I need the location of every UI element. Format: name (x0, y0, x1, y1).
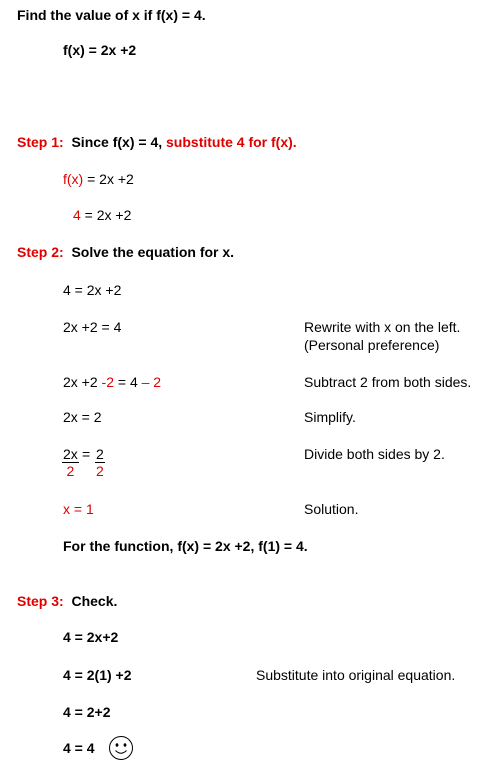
fraction-right-denominator: 2 (96, 463, 104, 479)
step2-eq3 (63, 374, 161, 390)
check-eq2: 4 = 2(1) +2 (63, 667, 132, 683)
check-eq1: 4 = 2x+2 (63, 629, 119, 645)
step3-heading (17, 593, 117, 609)
step2-note4: Simplify. (304, 409, 356, 425)
step2-eq3-a: 2x +2 (63, 374, 98, 390)
step2-conclusion: For the function, f(x) = 2x +2, f(1) = 4. (63, 538, 308, 554)
step2-note5: Divide both sides by 2. (304, 446, 445, 462)
smiley-face-icon (108, 735, 134, 761)
step2-eq3-b: -2 (97, 374, 114, 390)
check-note: Substitute into original equation. (256, 667, 456, 683)
step3-label: Step 3: (17, 593, 64, 609)
step1-eq2-rest: = 2x +2 (80, 207, 132, 223)
fraction-left-denominator: 2 (66, 463, 75, 479)
step2-eq4: 2x = 2 (63, 409, 102, 425)
step1-heading (17, 134, 297, 150)
step2-note2-line2: (Personal preference) (304, 337, 440, 353)
check-eq4: 4 = 4 (63, 740, 95, 756)
step1-eq1-rest: = 2x +2 (83, 171, 134, 187)
problem-prompt: Find the value of x if f(x) = 4. (17, 7, 206, 23)
step2-eq3-d: – 2 (137, 374, 162, 390)
step2-label: Step 2: (17, 244, 64, 260)
step1-label: Step 1: (17, 134, 64, 150)
fraction-equals: = (82, 446, 91, 462)
problem-function: f(x) = 2x +2 (63, 42, 137, 58)
fraction-left-numerator: 2x (63, 446, 78, 462)
step1-equation-1 (63, 171, 134, 187)
step2-eq6: x = 1 (63, 501, 94, 517)
fraction-right-numerator: 2 (96, 446, 104, 462)
step2-text: Solve the equation for x. (71, 244, 235, 260)
step1-equation-2 (73, 207, 131, 223)
step2-eq2: 2x +2 = 4 (63, 319, 122, 335)
step1-eq1-red: f(x) (63, 171, 84, 187)
step2-eq1: 4 = 2x +2 (63, 282, 122, 298)
step2-heading (17, 244, 234, 260)
step2-note3: Subtract 2 from both sides. (304, 374, 472, 390)
fraction-right (95, 446, 105, 479)
step1-text-highlight: substitute 4 for f(x). (166, 134, 297, 150)
step2-note6: Solution. (304, 501, 359, 517)
step1-eq2-red: 4 (73, 207, 81, 223)
step1-text: Since f(x) = 4, (71, 134, 163, 150)
fraction-left (62, 446, 79, 479)
step3-text: Check. (71, 593, 118, 609)
check-eq3: 4 = 2+2 (63, 704, 111, 720)
step2-note2-line1: Rewrite with x on the left. (304, 319, 461, 335)
step2-eq3-c: = 4 (113, 374, 138, 390)
